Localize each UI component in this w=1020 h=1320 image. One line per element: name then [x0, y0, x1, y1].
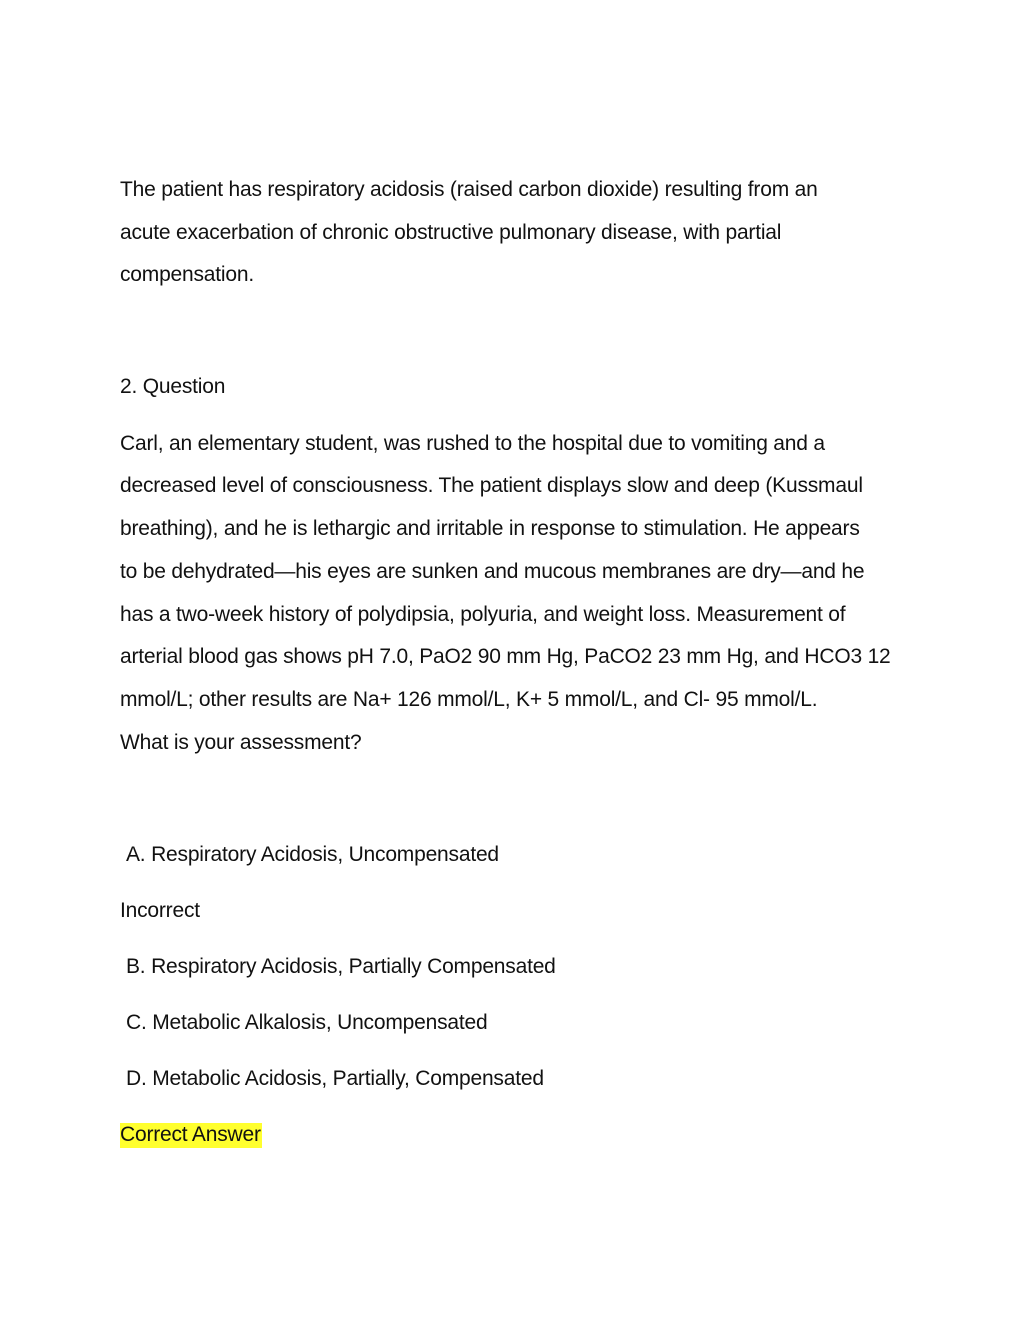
question-line: decreased level of consciousness. The patient displays slow and deep (Kussmaul [120, 474, 863, 497]
option-c[interactable]: C. Metabolic Alkalosis, Uncompensated [126, 1011, 488, 1034]
question-line: What is your assessment? [120, 731, 362, 754]
question-line: Carl, an elementary student, was rushed to the hospital due to vomiting and a [120, 432, 825, 455]
question-line: mmol/L; other results are Na+ 126 mmol/L, K+ 5 mmol/L, and Cl- 95 mmol/L. [120, 688, 818, 711]
question-heading: 2. Question [120, 375, 226, 398]
correct-answer-badge: Correct Answer [120, 1123, 261, 1146]
paragraph-line: The patient has respiratory acidosis (raised carbon dioxide) resulting from an [120, 178, 818, 201]
option-d-feedback [120, 1120, 262, 1150]
question-line: breathing), and he is lethargic and irritable in response to stimulation. He appears [120, 517, 860, 540]
option-d[interactable]: D. Metabolic Acidosis, Partially, Compensated [126, 1067, 544, 1090]
question-line: has a two-week history of polydipsia, polyuria, and weight loss. Measurement of [120, 603, 846, 626]
option-a-feedback: Incorrect [120, 899, 200, 922]
question-line: arterial blood gas shows pH 7.0, PaO2 90 mm Hg, PaCO2 23 mm Hg, and HCO3 12 [120, 645, 891, 668]
option-b[interactable]: B. Respiratory Acidosis, Partially Compensated [126, 955, 556, 978]
question-line: to be dehydrated—his eyes are sunken and mucous membranes are dry—and he [120, 560, 865, 583]
paragraph-line: acute exacerbation of chronic obstructive pulmonary disease, with partial [120, 221, 782, 244]
option-a[interactable]: A. Respiratory Acidosis, Uncompensated [126, 843, 499, 866]
paragraph-line: compensation. [120, 263, 254, 286]
